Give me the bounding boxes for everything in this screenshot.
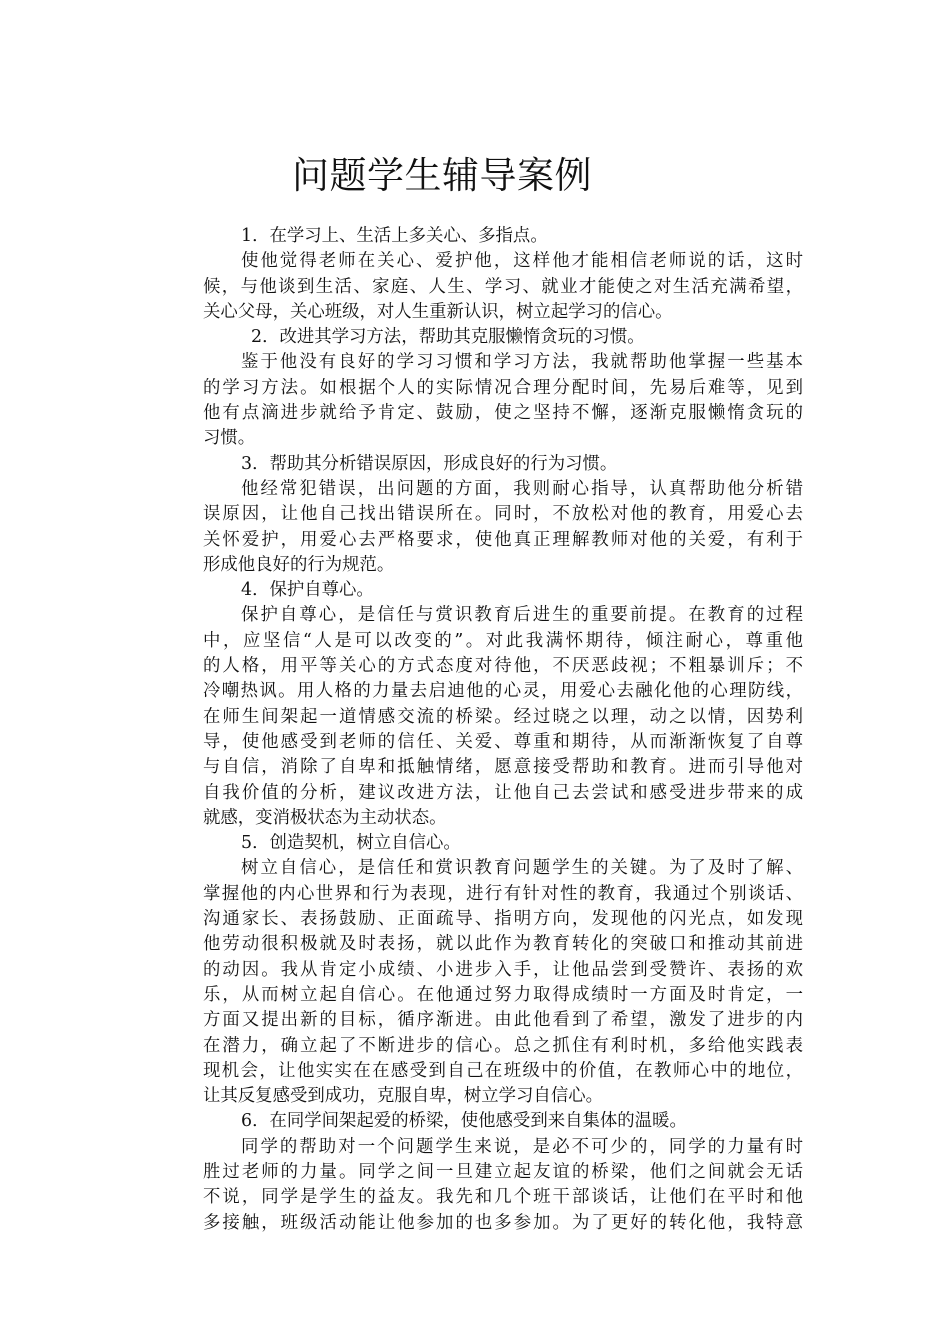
paragraph-line: 使他觉得老师在关心、爱护他，这样他才能相信老师说的话，这时 (241, 251, 803, 272)
paragraph-line: 鉴于他没有良好的学习习惯和学习方法，我就帮助他掌握一些基本 (241, 352, 803, 373)
paragraph-line: 方面又提出新的目标，循序渐进。由此他看到了希望，激发了进步的内 (203, 1010, 803, 1031)
paragraph-line: 候，与他谈到生活、家庭、人生、学习、就业才能使之对生活充满希望， (203, 276, 803, 297)
section-heading: 2．改进其学习方法，帮助其克服懒惰贪玩的习惯。 (251, 327, 645, 348)
paragraph-line: 在潜力，确立起了不断进步的信心。总之抓住有利时机，多给他实践表 (203, 1035, 803, 1056)
paragraph-line: 形成他良好的行为规范。 (203, 554, 395, 575)
document-title: 问题学生辅导案例 (292, 154, 592, 197)
paragraph-line: 误原因，让他自己找出错误所在。同时，不放松对他的教育，用爱心去 (203, 504, 803, 525)
paragraph-line: 他经常犯错误，出问题的方面，我则耐心指导，认真帮助他分析错 (241, 478, 803, 499)
paragraph-line: 中，应坚信“人是可以改变的”。对此我满怀期待，倾注耐心，尊重他 (203, 630, 803, 651)
paragraph-line: 就感，变消极状态为主动状态。 (203, 807, 447, 828)
paragraph-line: 关怀爱护，用爱心去严格要求，使他真正理解教师对他的关爱，有利于 (203, 529, 803, 550)
paragraph-line: 树立自信心，是信任和赏识教育问题学生的关键。为了及时了解、 (241, 858, 803, 879)
section-heading: 6．在同学间架起爱的桥梁，使他感受到来自集体的温暖。 (241, 1111, 687, 1132)
section-heading: 1．在学习上、生活上多关心、多指点。 (241, 226, 548, 246)
paragraph-line: 他劳动很积极就及时表扬，就以此作为教育转化的突破口和推动其前进 (203, 934, 803, 955)
section-heading: 3．帮助其分析错误原因，形成良好的行为习惯。 (241, 453, 618, 474)
paragraph-line: 自我价值的分析，建议改进方法，让他自己去尝试和感受进步带来的成 (203, 782, 803, 803)
paragraph-line: 的动因。我从肯定小成绩、小进步入手，让他品尝到受赞许、表扬的欢 (203, 959, 803, 980)
paragraph-line: 让其反复感受到成功，克服自卑，树立学习自信心。 (203, 1086, 603, 1107)
section-heading: 5．创造契机，树立自信心。 (241, 833, 461, 854)
paragraph-line: 保护自尊心，是信任与赏识教育后进生的重要前提。在教育的过程 (241, 605, 803, 626)
paragraph-line: 同学的帮助对一个问题学生来说，是必不可少的，同学的力量有时 (241, 1136, 803, 1157)
paragraph-line: 不说，同学是学生的益友。我先和几个班干部谈话，让他们在平时和他 (203, 1187, 803, 1208)
paragraph-line: 关心父母，关心班级，对人生重新认识，树立起学习的信心。 (203, 301, 673, 322)
paragraph-line: 冷嘲热讽。用人格的力量去启迪他的心灵，用爱心去融化他的心理防线， (203, 681, 803, 702)
paragraph-line: 沟通家长、表扬鼓励、正面疏导、指明方向，发现他的闪光点，如发现 (203, 909, 803, 930)
paragraph-line: 与自信，消除了自卑和抵触情绪，愿意接受帮助和教育。进而引导他对 (203, 757, 803, 778)
paragraph-line: 导，使他感受到老师的信任、关爱、尊重和期待，从而渐渐恢复了自尊 (203, 731, 803, 752)
paragraph-line: 习惯。 (203, 428, 256, 449)
paragraph-line: 现机会，让他实实在在感受到自己在班级中的价值，在教师心中的地位， (203, 1060, 803, 1081)
paragraph-line: 的学习方法。如根据个人的实际情况合理分配时间，先易后难等，见到 (203, 377, 803, 398)
paragraph-line: 他有点滴进步就给予肯定、鼓励，使之坚持不懈，逐渐克服懒惰贪玩的 (203, 403, 803, 424)
paragraph-line: 多接触，班级活动能让他参加的也多参加。为了更好的转化他，我特意 (203, 1212, 803, 1233)
paragraph-line: 掌握他的内心世界和行为表现，进行有针对性的教育，我通过个别谈话、 (203, 883, 803, 904)
paragraph-line: 在师生间架起一道情感交流的桥梁。经过晓之以理，动之以情，因势利 (203, 706, 803, 727)
section-heading: 4．保护自尊心。 (241, 580, 374, 601)
document-body (203, 224, 803, 1236)
paragraph-line: 胜过老师的力量。同学之间一旦建立起友谊的桥梁，他们之间就会无话 (203, 1161, 803, 1182)
paragraph-line: 乐，从而树立起自信心。在他通过努力取得成绩时一方面及时肯定，一 (203, 984, 803, 1005)
paragraph-line: 的人格，用平等关心的方式态度对待他，不厌恶歧视；不粗暴训斥；不 (203, 656, 803, 677)
